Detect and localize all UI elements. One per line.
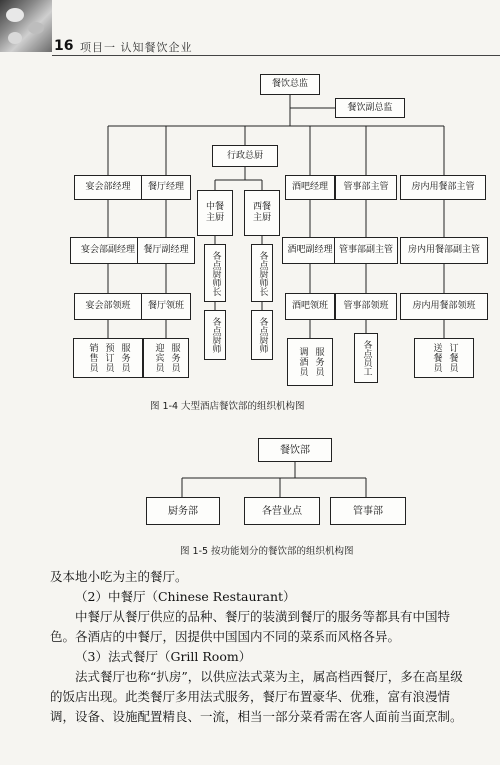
- box-fb-department: 餐饮部: [258, 438, 332, 462]
- figure-1-5-caption: 图 1-5 按功能划分的餐饮部的组织机构图: [180, 546, 354, 557]
- box-banquet-manager: 宴会部经理: [74, 175, 142, 200]
- box-bar-staff: [287, 338, 333, 386]
- box-western-cooks: 各点厨师: [251, 310, 273, 360]
- box-chinese-cooks: 各点厨师: [204, 310, 226, 360]
- box-room-service-supervisor: 房内用餐部领班: [400, 293, 488, 320]
- box-restaurant-staff: [143, 338, 189, 378]
- box-outlets: 各营业点: [244, 497, 320, 525]
- box-bar-manager: 酒吧经理: [285, 175, 335, 200]
- room-staff-delivery: 送餐员: [431, 343, 442, 373]
- box-fb-deputy-director: 餐饮副总监: [335, 98, 405, 118]
- box-restaurant-supervisor: 餐厅领班: [141, 293, 191, 320]
- restaurant-staff-server: 服务员: [169, 343, 180, 373]
- box-restaurant-manager: 餐厅经理: [141, 175, 191, 200]
- box-executive-chef: 行政总厨: [212, 145, 278, 167]
- box-banquet-deputy: 宴会部副经理: [70, 237, 146, 264]
- bar-staff-bartender: 调酒员: [297, 347, 308, 377]
- body-line-1: 及本地小吃为主的餐厅。: [50, 569, 188, 584]
- banquet-staff-service: 服务员: [119, 343, 130, 373]
- page-number: 16: [54, 38, 74, 54]
- box-steward-deputy: 管事部副主管: [334, 237, 398, 264]
- figure-1-4-caption: 图 1-4 大型酒店餐饮部的组织机构图: [150, 401, 305, 412]
- box-western-head-chef: [244, 190, 280, 236]
- box-fb-director: 餐饮总监: [260, 74, 320, 95]
- body-paragraph-chinese-restaurant: 中餐厅从餐厅供应的品种、餐厅的装潢到餐厅的服务等都具有中国特色。各酒店的中餐厅，因提供中国国内不同的菜系而风格各异。: [50, 609, 451, 644]
- box-western-sous-chef: 各点厨师长: [251, 244, 273, 302]
- bar-staff-server: 服务员: [313, 347, 324, 377]
- box-chinese-sous-chef: 各点厨师长: [204, 244, 226, 302]
- box-room-service-head: 房内用餐部主管: [400, 175, 486, 200]
- box-steward-staff: 各点员工: [354, 333, 378, 383]
- chinese-head-chef-line2: 主厨: [205, 213, 224, 223]
- room-staff-ordering: 订餐员: [447, 343, 458, 373]
- body-text: [50, 567, 468, 727]
- box-steward-head: 管事部主管: [335, 175, 397, 200]
- box-banquet-supervisor: 宴会部领班: [74, 293, 142, 320]
- western-head-chef-line1: 西餐: [252, 202, 271, 212]
- box-bar-deputy: 酒吧副经理: [282, 237, 338, 264]
- body-heading-grill-room: （3）法式餐厅（Grill Room）: [75, 649, 252, 664]
- box-room-service-staff: [414, 338, 474, 378]
- western-head-chef-line2: 主厨: [252, 213, 271, 223]
- box-banquet-staff: [73, 338, 143, 378]
- chinese-head-chef-line1: 中餐: [205, 202, 224, 212]
- banquet-staff-booking: 预订员: [103, 343, 114, 373]
- running-header-title: 项目一 认知餐饮企业: [80, 41, 193, 54]
- box-steward-supervisor: 管事部领班: [335, 293, 397, 320]
- box-stewarding-dept: 管事部: [330, 497, 406, 525]
- restaurant-staff-greeter: 迎宾员: [153, 343, 164, 373]
- box-room-service-deputy: 房内用餐部副主管: [400, 237, 488, 264]
- box-chinese-head-chef: [197, 190, 233, 236]
- box-restaurant-deputy: 餐厅副经理: [137, 237, 195, 264]
- box-kitchen-dept: 厨务部: [146, 497, 220, 525]
- banquet-staff-sales: 销售员: [87, 343, 98, 373]
- body-heading-chinese-restaurant: （2）中餐厅（Chinese Restaurant）: [75, 589, 296, 604]
- box-bar-supervisor: 酒吧领班: [285, 293, 335, 320]
- body-paragraph-grill-room: 法式餐厅也称“扒房”，以供应法式菜为主，属高档西餐厅，多在高星级的饭店出现。此类餐厅多用法式服务，餐厅布置豪华、优雅，富有浪漫情调，设备、设施配置精良、一流，相当一部分菜肴需在客人面前当面烹制。: [50, 669, 463, 724]
